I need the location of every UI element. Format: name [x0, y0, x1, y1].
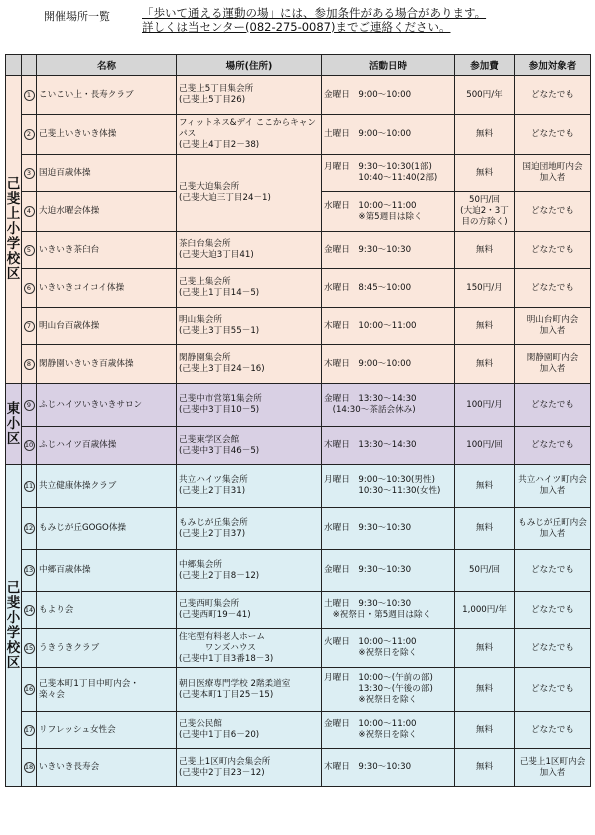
activity-time: 木曜日 9:30～10:30: [322, 749, 455, 787]
place-address: フィットネス&デイ ここからキャンパス (己斐上4丁目2－38): [177, 115, 322, 155]
group-name: 中郷百歳体操: [37, 550, 177, 592]
target: 明山台町内会 加入者: [515, 308, 591, 345]
header-time: 活動日時: [322, 55, 455, 76]
fee: 無料: [455, 629, 515, 668]
row-number: [22, 629, 37, 668]
row-number-badge: 9: [24, 400, 35, 411]
table-row: [6, 550, 591, 592]
row-number: [22, 155, 37, 192]
group-name: リフレッシュ女性会: [37, 712, 177, 749]
target: どなたでも: [515, 550, 591, 592]
place-address: 己斐公民館 (己斐中1丁目6－20): [177, 712, 322, 749]
activity-time: 金曜日 9:30～10:30: [322, 550, 455, 592]
table-header-row: [6, 55, 591, 76]
table-row: [6, 749, 591, 787]
group-name: もより会: [37, 592, 177, 629]
activity-time: 土曜日 9:00～10:00: [322, 115, 455, 155]
row-number: [22, 269, 37, 308]
activity-time: 金曜日 10:00～11:00 ※祝祭日を除く: [322, 712, 455, 749]
group-name: 共立健康体操クラブ: [37, 465, 177, 508]
row-number-badge: 4: [24, 206, 35, 217]
row-number: [22, 550, 37, 592]
fee: 無料: [455, 749, 515, 787]
activity-time: 水曜日 8:45～10:00: [322, 269, 455, 308]
row-number-badge: 2: [24, 129, 35, 140]
place-address: 中郷集会所 (己斐上2丁目8－12): [177, 550, 322, 592]
row-number: [22, 115, 37, 155]
table-row: [6, 155, 591, 192]
row-number: [22, 668, 37, 712]
header-target: 参加対象者: [515, 55, 591, 76]
row-number-badge: 16: [24, 685, 34, 693]
place-address: 共立ハイツ集会所 (己斐上2丁目31): [177, 465, 322, 508]
place-address: もみじが丘集会所 (己斐上2丁目37): [177, 508, 322, 550]
table-row: [6, 712, 591, 749]
group-name: うきうきクラブ: [37, 629, 177, 668]
group-name: いきいき茶臼台: [37, 232, 177, 269]
fee: 無料: [455, 155, 515, 192]
target: 己斐上1区町内会 加入者: [515, 749, 591, 787]
row-number-badge: 14: [24, 605, 34, 614]
group-name: 閑静園いきいき百歳体操: [37, 345, 177, 384]
activity-time: 木曜日 10:00～11:00: [322, 308, 455, 345]
row-number-badge: 11: [24, 481, 34, 490]
group-name: いきいき長寿会: [37, 749, 177, 787]
row-number: [22, 76, 37, 115]
fee: 500円/年: [455, 76, 515, 115]
group-name: ふじハイツいきいきサロン: [37, 384, 177, 427]
row-number-badge: 6: [24, 283, 35, 294]
row-number: [22, 384, 37, 427]
target: どなたでも: [515, 115, 591, 155]
fee: 無料: [455, 668, 515, 712]
table-row: [6, 508, 591, 550]
group-name: ふじハイツ百歳体操: [37, 427, 177, 465]
row-number-badge: 8: [24, 359, 35, 370]
fee: 1,000円/年: [455, 592, 515, 629]
place-address: 己斐中市営第1集会所 (己斐中3丁目10－5): [177, 384, 322, 427]
row-number: [22, 308, 37, 345]
target: どなたでも: [515, 427, 591, 465]
target: どなたでも: [515, 668, 591, 712]
fee: 100円/回: [455, 427, 515, 465]
group-name: 大迫水曜会体操: [37, 192, 177, 232]
group-name: 明山台百歳体操: [37, 308, 177, 345]
fee: 無料: [455, 232, 515, 269]
target: 共立ハイツ町内会 加入者: [515, 465, 591, 508]
table-row: [6, 345, 591, 384]
activity-time: 金曜日 13:30～14:30 (14:30～茶話会休み): [322, 384, 455, 427]
group-name: 己斐上いきいき体操: [37, 115, 177, 155]
place-address: 茶臼台集会所 (己斐大迫3丁目41): [177, 232, 322, 269]
header-place: 場所(住所): [177, 55, 322, 76]
table-row: [6, 384, 591, 427]
group-name: もみじが丘GOGO体操: [37, 508, 177, 550]
section-label: 東 小 区: [6, 384, 22, 465]
fee: 無料: [455, 465, 515, 508]
row-number-badge: 15: [24, 643, 34, 652]
fee: 無料: [455, 508, 515, 550]
target: どなたでも: [515, 629, 591, 668]
row-number-badge: 1: [24, 90, 35, 101]
target: 閑静園町内会 加入者: [515, 345, 591, 384]
place-address: 己斐西町集会所 (己斐西町19－41): [177, 592, 322, 629]
activity-time: 水曜日 10:00～11:00 ※第5週目は除く: [322, 192, 455, 232]
row-number: [22, 192, 37, 232]
fee: 150円/月: [455, 269, 515, 308]
fee: 50円/回: [455, 550, 515, 592]
group-name: いきいきコイコイ体操: [37, 269, 177, 308]
group-name: 国迫百歳体操: [37, 155, 177, 192]
activity-time: 土曜日 9:30～10:30 ※祝祭日・第5週目は除く: [322, 592, 455, 629]
fee: 100円/月: [455, 384, 515, 427]
header-section: [6, 55, 22, 76]
activity-time: 木曜日 9:00～10:00: [322, 345, 455, 384]
place-address: 住宅型有料老人ホーム ワンズハウス (己斐中1丁目3番18－3): [177, 629, 322, 668]
activity-time: 月曜日 9:30～10:30(1部) 10:40～11:40(2部): [322, 155, 455, 192]
row-number: [22, 592, 37, 629]
header-name: 名称: [37, 55, 177, 76]
row-number: [22, 232, 37, 269]
place-address: 己斐上集会所 (己斐上1丁目14－5): [177, 269, 322, 308]
activity-time: 水曜日 9:30～10:30: [322, 508, 455, 550]
activity-time: 金曜日 9:00～10:00: [322, 76, 455, 115]
table-row: [6, 465, 591, 508]
notice: [142, 6, 486, 34]
row-number-badge: 3: [24, 168, 35, 179]
row-number: [22, 749, 37, 787]
activity-time: 金曜日 9:30～10:30: [322, 232, 455, 269]
table-row: [6, 592, 591, 629]
place-address: 閑静園集会所 (己斐上3丁目24－16): [177, 345, 322, 384]
target: どなたでも: [515, 712, 591, 749]
target: どなたでも: [515, 384, 591, 427]
row-number: [22, 345, 37, 384]
row-number-badge: 17: [24, 725, 34, 734]
fee: 無料: [455, 115, 515, 155]
row-number: [22, 712, 37, 749]
header-fee: 参加費: [455, 55, 515, 76]
header-no: [22, 55, 37, 76]
row-number-badge: 12: [24, 524, 34, 532]
place-address: 己斐東学区会館 (己斐中3丁目46－5): [177, 427, 322, 465]
row-number: [22, 508, 37, 550]
fee: 無料: [455, 712, 515, 749]
venue-table: [5, 54, 591, 787]
target: どなたでも: [515, 592, 591, 629]
target: どなたでも: [515, 269, 591, 308]
list-title: 開催場所一覧: [44, 10, 110, 23]
target: どなたでも: [515, 192, 591, 232]
fee: 無料: [455, 308, 515, 345]
row-number: [22, 427, 37, 465]
place-address: 己斐上1区町内会集会所 (己斐中2丁目23－12): [177, 749, 322, 787]
place-address: 己斐大迫集会所 (己斐大迫三丁目24－1): [177, 155, 322, 232]
table-row: [6, 76, 591, 115]
row-number-badge: 13: [24, 566, 34, 574]
place-address: 朝日医療専門学校 2階柔道室 (己斐本町1丁目25－15): [177, 668, 322, 712]
notice-line-1: 「歩いて通える運動の場」には、参加条件がある場合があります。: [142, 6, 487, 20]
table-row: [6, 115, 591, 155]
row-number-badge: 5: [24, 245, 35, 256]
table-row: [6, 629, 591, 668]
target: どなたでも: [515, 232, 591, 269]
group-name: 己斐本町1丁目中町内会・ 楽々会: [37, 668, 177, 712]
target: 国迫団地町内会 加入者: [515, 155, 591, 192]
notice-line-2: 詳しくは当センター(082-275-0087)までご連絡ください。: [142, 20, 451, 34]
section-label: 己 斐 上 小 学 校 区: [6, 76, 22, 384]
activity-time: 月曜日 10:00～(午前の部) 13:30～(午後の部) ※祝祭日を除く: [322, 668, 455, 712]
table-row: [6, 232, 591, 269]
activity-time: 月曜日 9:00～10:30(男性) 10:30～11:30(女性): [322, 465, 455, 508]
table-row: [6, 269, 591, 308]
table-row: [6, 427, 591, 465]
target: もみじが丘町内会 加入者: [515, 508, 591, 550]
place-address: 明山集会所 (己斐上3丁目55－1): [177, 308, 322, 345]
fee: 無料: [455, 345, 515, 384]
activity-time: 木曜日 13:30～14:30: [322, 427, 455, 465]
row-number: [22, 465, 37, 508]
activity-time: 火曜日 10:00～11:00 ※祝祭日を除く: [322, 629, 455, 668]
table-row: [6, 668, 591, 712]
target: どなたでも: [515, 76, 591, 115]
row-number-badge: 18: [24, 763, 34, 771]
row-number-badge: 7: [24, 321, 35, 332]
fee: 50円/回 (大迫2・3丁 目の方除く): [455, 192, 515, 232]
place-address: 己斐上5丁目集会所 (己斐上5丁目26): [177, 76, 322, 115]
group-name: こいこい上・長寿クラブ: [37, 76, 177, 115]
section-label: 己 斐 小 学 校 区: [6, 465, 22, 787]
table-row: [6, 308, 591, 345]
row-number-badge: 10: [24, 441, 34, 449]
